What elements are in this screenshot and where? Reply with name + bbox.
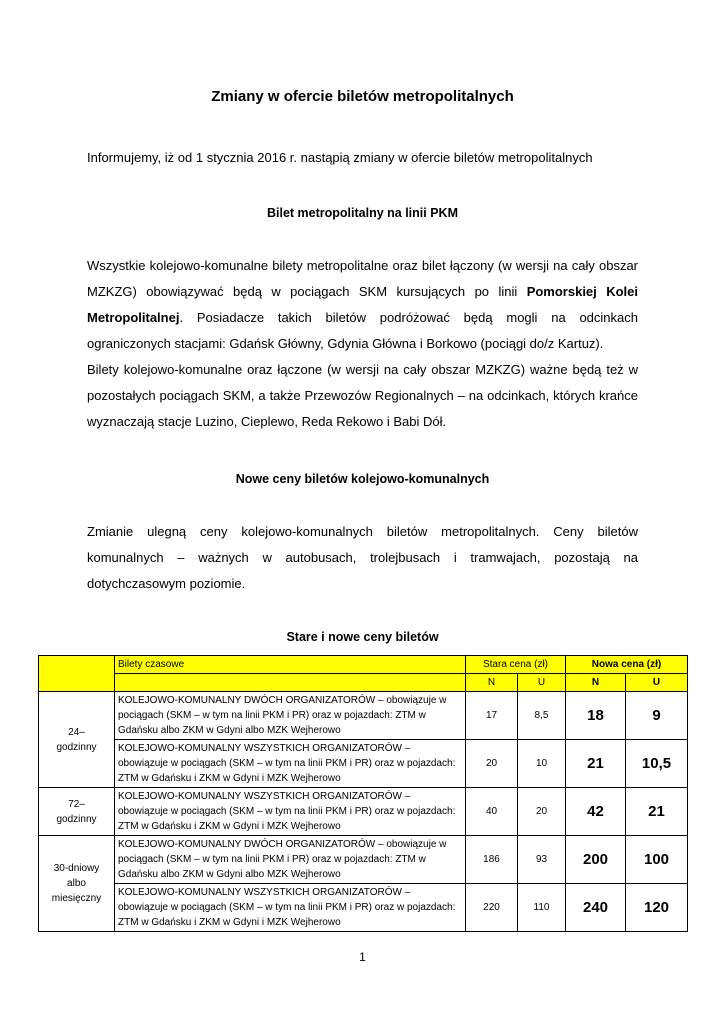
paragraph-prices-1: Zmianie ulegną ceny kolejowo-komunalnych biletów metropolitalnych. Ceny biletów komunalnych – ważnych w autobusach, trolejbusach i tramwajach, pozostają na dotychczasowym poziomie.	[87, 524, 638, 591]
section-prices-body	[87, 519, 638, 597]
new-price-u-cell: 100	[626, 836, 688, 884]
page-number: 1	[359, 950, 366, 964]
table-row	[39, 884, 688, 932]
header-old-n: N	[466, 674, 518, 692]
table-body	[39, 692, 688, 932]
new-price-n-cell: 42	[566, 788, 626, 836]
intro-text: Informujemy, iż od 1 stycznia 2016 r. nastąpią zmiany w ofercie biletów metropolitalnych	[87, 150, 593, 165]
old-price-u-cell: 93	[518, 836, 566, 884]
header-new-u: U	[626, 674, 688, 692]
old-price-u-cell: 10	[518, 740, 566, 788]
page-title: Zmiany w ofercie biletów metropolitalnych	[211, 88, 514, 105]
new-price-n-cell: 240	[566, 884, 626, 932]
table-header-row	[39, 656, 688, 674]
section-heading-pkm: Bilet metropolitalny na linii PKM	[267, 206, 458, 220]
paragraph-pkm-1	[87, 253, 638, 357]
new-price-u-cell: 9	[626, 692, 688, 740]
header-new-n: N	[566, 674, 626, 692]
section-pkm-body	[87, 253, 638, 435]
ticket-description-cell: KOLEJOWO-KOMUNALNY DWÓCH ORGANIZATORÓW – obowiązuje w pociągach (SKM – w tym na linii PKM i PR) oraz w pojazdach: ZTM w Gdańsku albo ZKM w Gdyni albo MZK Wejherowo	[115, 692, 466, 740]
new-price-u-cell: 10,5	[626, 740, 688, 788]
table-row	[39, 692, 688, 740]
header-old-u: U	[518, 674, 566, 692]
table-subheader-row	[39, 674, 688, 692]
old-price-n-cell: 17	[466, 692, 518, 740]
paragraph-text: . Posiadacze takich biletów podróżować będą mogli na odcinkach ograniczonych stacjami: Gdańsk Główny, Gdynia Główna i Borkowo (pociągi do/z Kartuz).	[87, 310, 638, 351]
period-cell: 72– godzinny	[39, 788, 115, 836]
new-price-u-cell: 21	[626, 788, 688, 836]
paragraph-pkm-2: Bilety kolejowo-komunalne oraz łączone (w wersji na cały obszar MZKZG) ważne będą też w pozostałych pociągach SKM, a także Przewozów Regionalnych – na odcinkach, których krańce wyznaczają stacje Luzino, Cieplewo, Reda Rekowo i Babi Dół.	[87, 362, 638, 429]
paragraph-text: Wszystkie kolejowo-komunalne bilety metropolitalne oraz bilet łączony (w wersji na cały obszar MZKZG) obowiązywać będą w pociągach SKM kursujących po linii	[87, 258, 638, 299]
old-price-n-cell: 220	[466, 884, 518, 932]
header-corner-cell	[39, 656, 115, 692]
old-price-u-cell: 20	[518, 788, 566, 836]
header-blank-cell	[115, 674, 466, 692]
old-price-u-cell: 110	[518, 884, 566, 932]
period-cell: 30-dniowy albo miesięczny	[39, 836, 115, 932]
ticket-description-cell: KOLEJOWO-KOMUNALNY DWÓCH ORGANIZATORÓW – obowiązuje w pociągach (SKM – w tym na linii PKM i PR) oraz w pojazdach: ZTM w Gdańsku albo ZKM w Gdyni albo MZK Wejherowo	[115, 836, 466, 884]
bold-text: Pomorskiej Kolei Metropolitalnej	[87, 284, 638, 325]
period-cell: 24– godzinny	[39, 692, 115, 788]
table-row	[39, 836, 688, 884]
header-new-price: Nowa cena (zł)	[566, 656, 688, 674]
old-price-n-cell: 40	[466, 788, 518, 836]
ticket-description-cell: KOLEJOWO-KOMUNALNY WSZYSTKICH ORGANIZATORÓW – obowiązuje w pociągach (SKM – w tym na linii PKM i PR) oraz w pojazdach: ZTM w Gdańsku i ZKM w Gdyni i MZK Wejherowo	[115, 884, 466, 932]
old-price-n-cell: 20	[466, 740, 518, 788]
header-old-price: Stara cena (zł)	[466, 656, 566, 674]
ticket-description-cell: KOLEJOWO-KOMUNALNY WSZYSTKICH ORGANIZATORÓW – obowiązuje w pociągach (SKM – w tym na linii PKM i PR) oraz w pojazdach: ZTM w Gdańsku i ZKM w Gdyni i MZK Wejherowo	[115, 788, 466, 836]
section-heading-prices: Nowe ceny biletów kolejowo-komunalnych	[235, 472, 490, 486]
ticket-description-cell: KOLEJOWO-KOMUNALNY WSZYSTKICH ORGANIZATORÓW – obowiązuje w pociągach (SKM – w tym na linii PKM i PR) oraz w pojazdach: ZTM w Gdańsku i ZKM w Gdyni i MZK Wejherowo	[115, 740, 466, 788]
new-price-n-cell: 18	[566, 692, 626, 740]
header-tickets: Bilety czasowe	[115, 656, 466, 674]
new-price-n-cell: 200	[566, 836, 626, 884]
new-price-n-cell: 21	[566, 740, 626, 788]
old-price-n-cell: 186	[466, 836, 518, 884]
old-price-u-cell: 8,5	[518, 692, 566, 740]
table-row	[39, 788, 688, 836]
table-row	[39, 740, 688, 788]
table-heading: Stare i nowe ceny biletów	[286, 630, 439, 644]
new-price-u-cell: 120	[626, 884, 688, 932]
price-table	[38, 655, 688, 932]
